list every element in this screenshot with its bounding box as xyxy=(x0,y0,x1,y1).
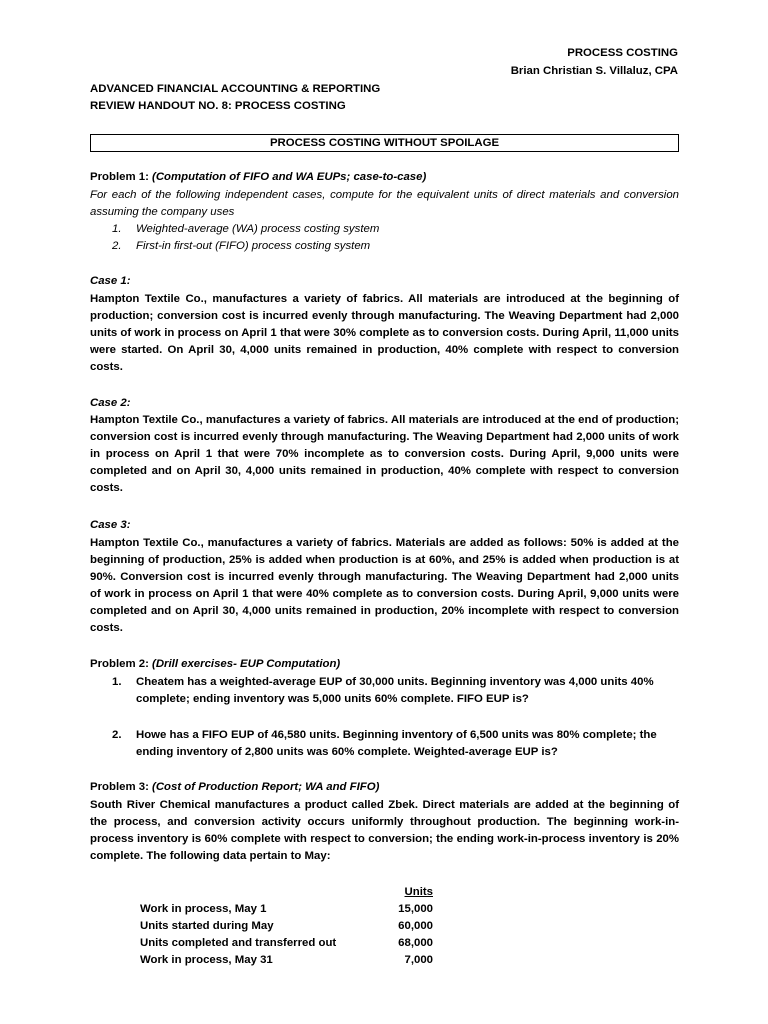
table-row xyxy=(140,901,433,918)
table-header-row xyxy=(140,884,433,901)
problem2-heading xyxy=(90,656,679,673)
units-column-header: Units xyxy=(404,886,433,898)
table-row xyxy=(140,952,433,969)
row-value: 7,000 xyxy=(404,954,433,966)
option-text: Weighted-average (WA) process costing system xyxy=(136,223,380,235)
case3-text: Hampton Textile Co., manufactures a variety of fabrics. Materials are added as follows: 50% is added at the beginning of production, 25% is added when production is at 60%, and 25% is added when production is at 90%. Conversion cost is incurred evenly through manufacturing. The Weaving Department had 2,000 units of work in process on April 1 that were 40% complete as to conversion costs. During April, 9,000 units were completed and on April 30, 4,000 units remained in production, 20% incomplete with respect to conversion costs. xyxy=(90,537,679,634)
case1-text: Hampton Textile Co., manufactures a variety of fabrics. All materials are introduced at the beginning of production; conversion cost is incurred evenly through manufacturing. The Weaving Department had 2,000 units of work in process on April 1 that were 30% complete as to conversion costs. During April, 11,000 units were started. On April 30, 4,000 units remained in production, 40% complete with respect to conversion costs. xyxy=(90,293,679,373)
case3-title: Case 3: xyxy=(90,519,131,531)
row-label: Units completed and transferred out xyxy=(140,937,337,949)
problem1-heading xyxy=(90,169,679,186)
item-text: Cheatem has a weighted-average EUP of 30,000 units. Beginning inventory was 4,000 units 40% complete; ending inventory was 5,000 units 60% complete. FIFO EUP is? xyxy=(136,676,654,705)
problem2-subtitle: (Drill exercises- EUP Computation) xyxy=(152,658,341,670)
problem1-intro: For each of the following independent cases, compute for the equivalent units of direct materials and conversion assuming the company uses xyxy=(90,189,679,218)
item-text: Howe has a FIFO EUP of 46,580 units. Beginning inventory of 6,500 units was 80% complete; the ending inventory of 2,800 units was 60% complete. Weighted-average EUP is? xyxy=(136,729,657,758)
problem1-label: Problem 1: xyxy=(90,171,153,183)
row-value: 68,000 xyxy=(398,937,433,949)
row-label: Units started during May xyxy=(140,920,274,932)
row-label: Work in process, May 31 xyxy=(140,954,273,966)
option-number: 2. xyxy=(112,240,122,252)
row-value: 60,000 xyxy=(398,920,433,932)
item-number: 2. xyxy=(112,729,122,741)
option-number: 1. xyxy=(112,223,122,235)
item-number: 1. xyxy=(112,676,122,688)
option-item xyxy=(90,221,679,238)
table-row xyxy=(140,918,433,935)
problem3-text: South River Chemical manufactures a product called Zbek. Direct materials are added at the beginning of the process, and conversion activity occurs uniformly throughout production. The beginning work-in-process inventory is 60% complete with respect to conversion; the ending work-in-process inventory is 20% complete. The following data pertain to May: xyxy=(90,799,679,862)
units-table xyxy=(140,884,433,969)
problem1-subtitle: (Computation of FIFO and WA EUPs; case-to-case) xyxy=(152,171,427,183)
header-author: Brian Christian S. Villaluz, CPA xyxy=(510,65,678,77)
problem3-label: Problem 3: xyxy=(90,781,153,793)
course-title: ADVANCED FINANCIAL ACCOUNTING & REPORTING xyxy=(90,83,381,95)
problem2-item-2 xyxy=(90,727,679,761)
option-text: First-in first-out (FIFO) process costing system xyxy=(136,240,371,252)
section-title: PROCESS COSTING WITHOUT SPOILAGE xyxy=(90,134,679,152)
row-label: Work in process, May 1 xyxy=(140,903,267,915)
row-value: 15,000 xyxy=(398,903,433,915)
table-row xyxy=(140,935,433,952)
problem3-heading xyxy=(90,779,679,796)
list-item xyxy=(90,674,679,708)
case1-title: Case 1: xyxy=(90,275,131,287)
header-topic: PROCESS COSTING xyxy=(567,47,678,59)
option-item xyxy=(90,238,679,255)
case2-title: Case 2: xyxy=(90,397,131,409)
problem1-options xyxy=(90,221,679,255)
handout-title: REVIEW HANDOUT NO. 8: PROCESS COSTING xyxy=(90,100,346,112)
problem2-label: Problem 2: xyxy=(90,658,153,670)
list-item xyxy=(90,727,679,761)
problem3-subtitle: (Cost of Production Report; WA and FIFO) xyxy=(152,781,380,793)
case2-text: Hampton Textile Co., manufactures a variety of fabrics. All materials are introduced at the end of production; conversion cost is incurred evenly through manufacturing. The Weaving Department had 2,000 units of work in process on April 1 that were 70% incomplete as to conversion costs. During April, 9,000 units were completed and on April 30, 4,000 units remained in production, 40% complete with respect to conversion costs. xyxy=(90,414,679,494)
problem2-item-1 xyxy=(90,674,679,708)
